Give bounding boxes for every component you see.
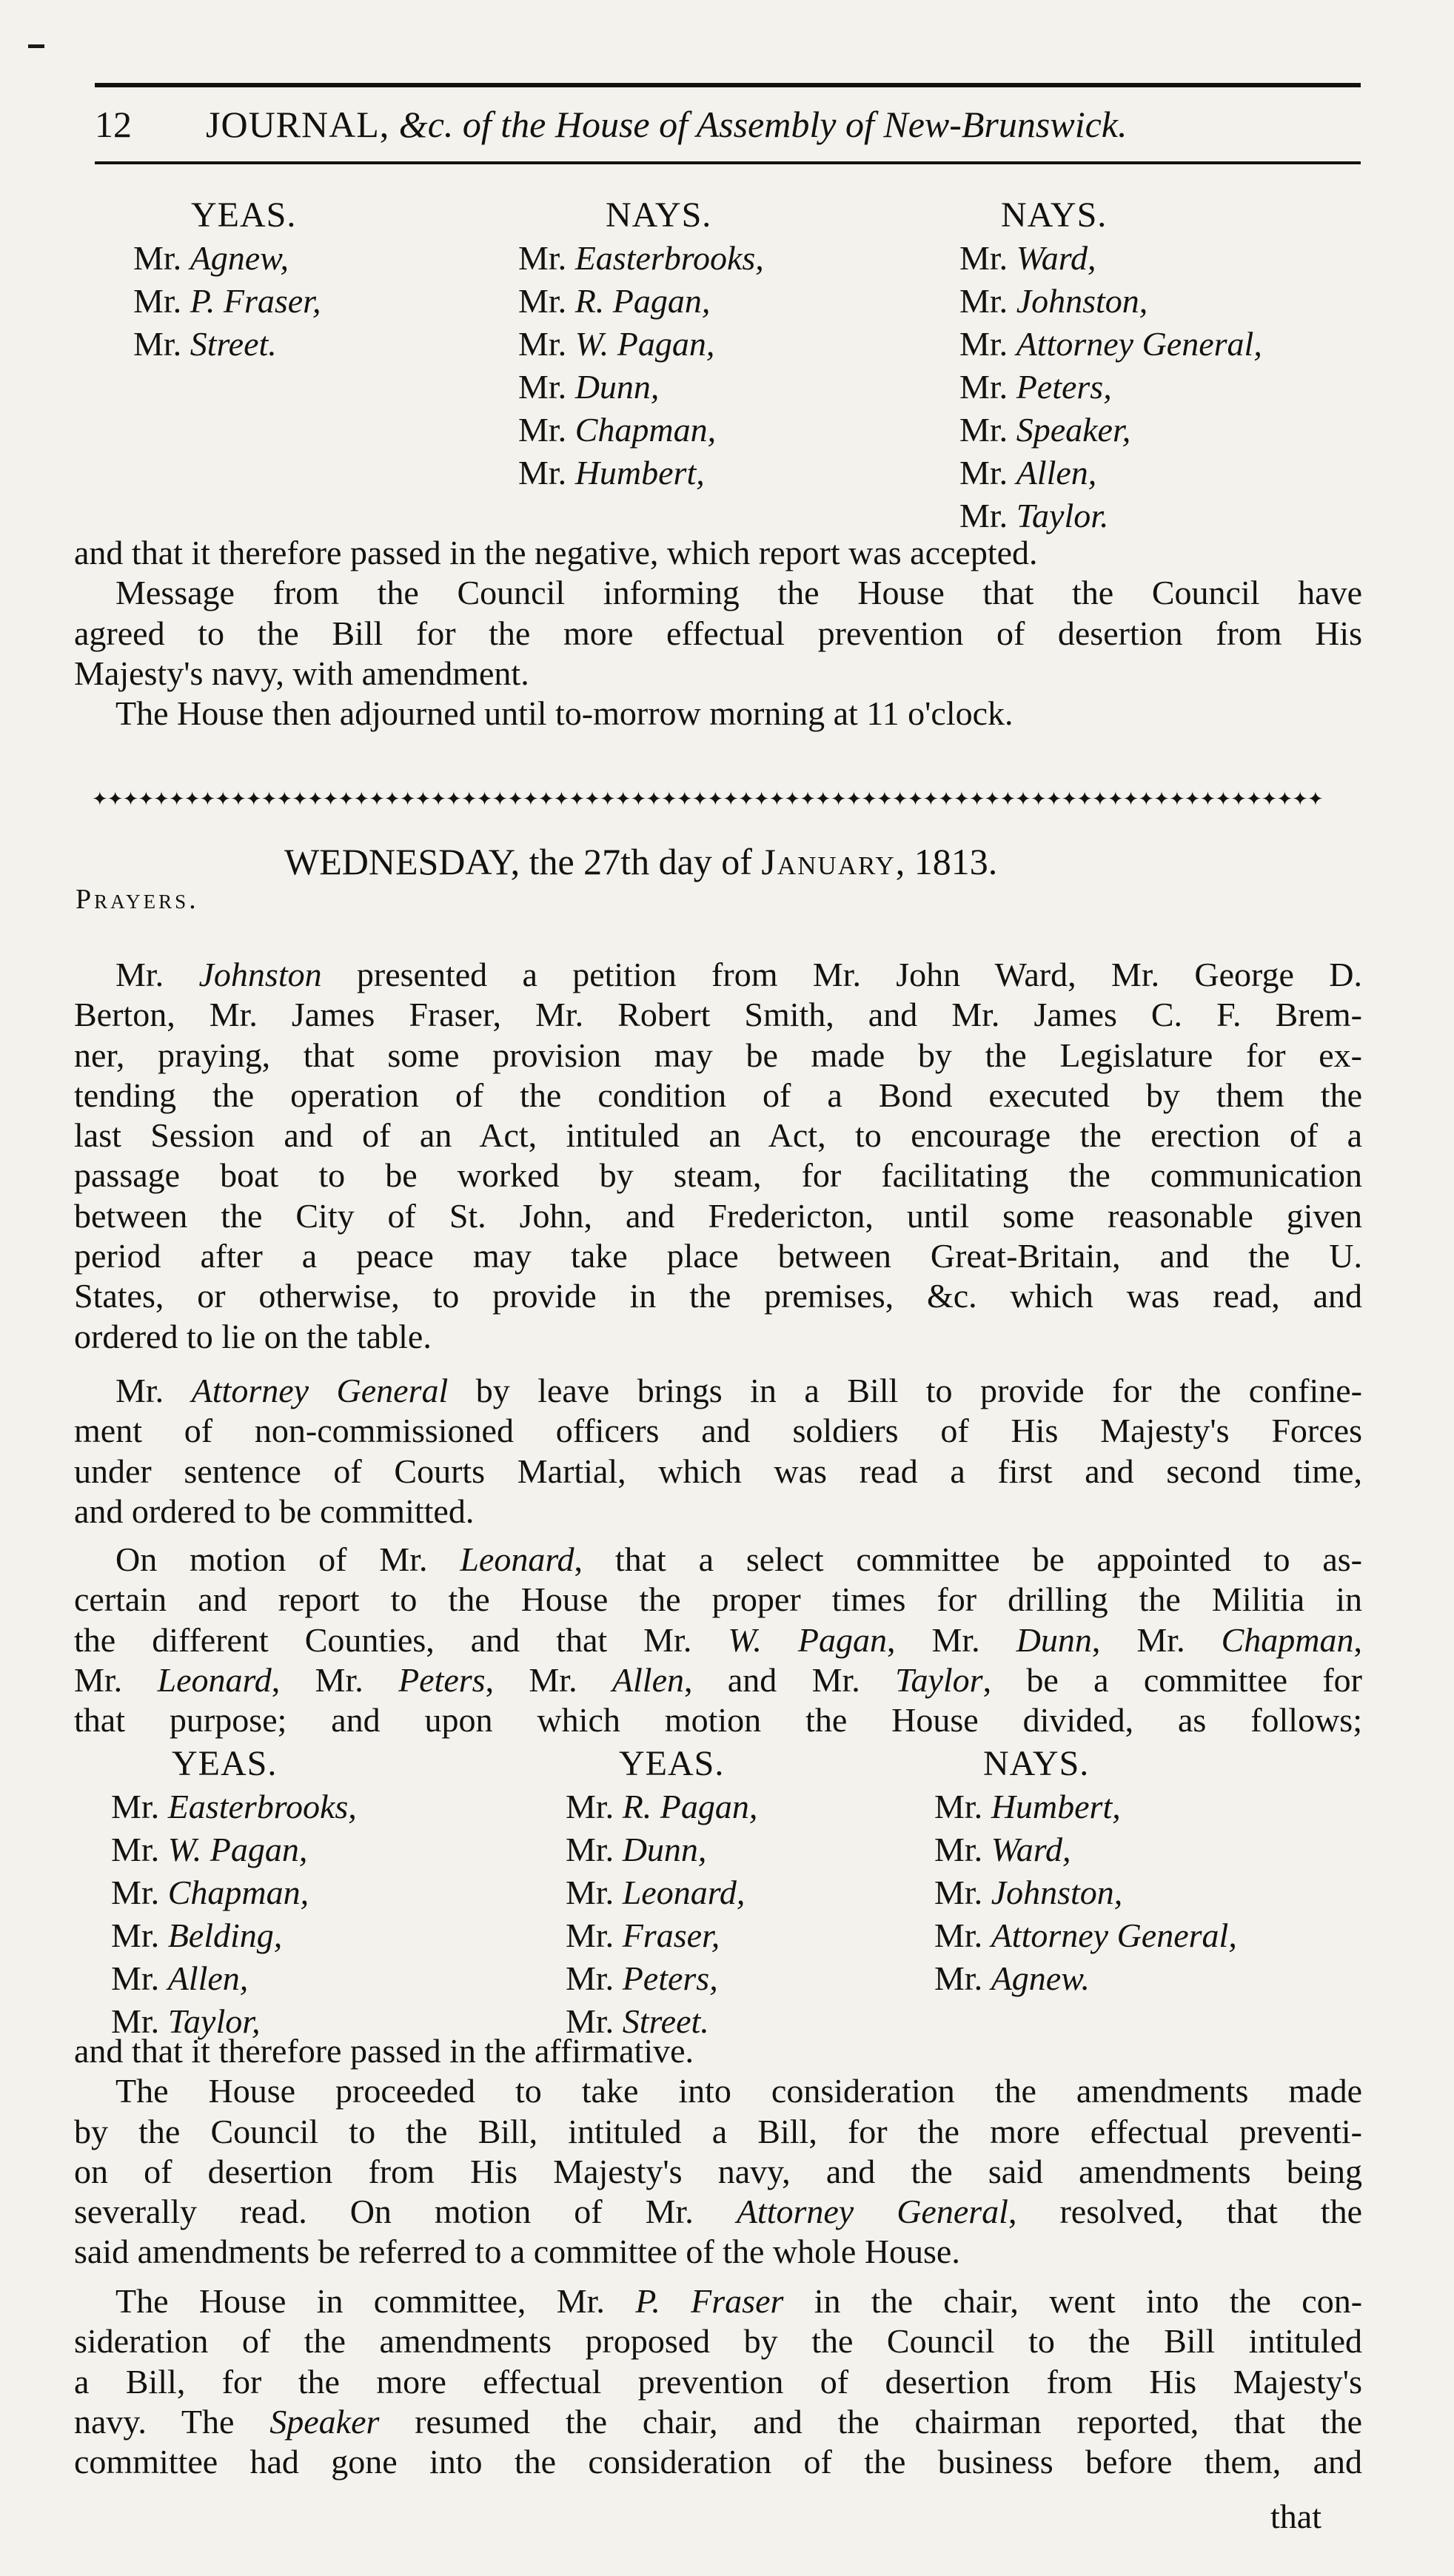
mr-prefix: Mr. (566, 1874, 623, 1911)
text-line: Berton, Mr. James Fraser, Mr. Robert Smith, and Mr. James C. F. Brem- (74, 996, 1362, 1034)
member-name (934, 1871, 1237, 1914)
yeas-names-b (566, 1785, 757, 2043)
member-name (566, 1871, 757, 1914)
mr-prefix: Mr. (959, 454, 1016, 492)
member-name (133, 237, 321, 280)
member-surname: R. Pagan, (574, 282, 711, 320)
paragraph-committee (74, 2281, 1362, 2482)
journal-title: JOURNAL, (206, 104, 390, 145)
mr-prefix: Mr. (566, 1916, 623, 1954)
text-line: and that it therefore passed in the affirmative. (74, 2032, 694, 2070)
member-surname: Agnew, (190, 239, 289, 277)
member-name (959, 409, 1262, 452)
text-line: by the Council to the Bill, intituled a Bill, for the more effectual preventi- (74, 2112, 1362, 2150)
member-name (959, 452, 1262, 494)
mr-prefix: Mr. (959, 411, 1016, 449)
mr-prefix: Mr. (959, 497, 1016, 534)
member-surname: Easterbrooks, (167, 1788, 357, 1825)
member-surname: Easterbrooks, (574, 239, 764, 277)
member-surname: Chapman, (167, 1874, 309, 1911)
member-name (111, 1785, 357, 1828)
nays-names-2 (959, 237, 1262, 537)
catchword: that (1270, 2498, 1321, 2535)
text-line: committee had gone into the consideration of the business before them, and (74, 2443, 1362, 2481)
member-surname: Street. (622, 2002, 709, 2040)
member-name (111, 1957, 357, 2000)
text-line: navy. The Speaker resumed the chair, and the chairman reported, that the (74, 2402, 1362, 2441)
text-line: period after a peace may take place between Great-Britain, and the U. (74, 1237, 1362, 1275)
member-name (959, 237, 1262, 280)
text-line: Mr. Attorney General by leave brings in a Bill to provide for the confine- (115, 1372, 1363, 1409)
nays-column (983, 1743, 1089, 1785)
text-line: that purpose; and upon which motion the House divided, as follows; (74, 1701, 1362, 1740)
yeas-heading-a: YEAS. (172, 1744, 278, 1783)
member-name (518, 323, 764, 366)
member-surname: Taylor. (1016, 497, 1109, 534)
mr-prefix: Mr. (959, 239, 1016, 277)
text-line: Majesty's navy, with amendment. (74, 654, 529, 692)
mr-prefix: Mr. (566, 1959, 623, 1997)
running-header (95, 95, 1368, 154)
text-line: The House then adjourned until to-morrow morning at 11 o'clock. (115, 694, 1014, 733)
mr-prefix: Mr. (959, 282, 1016, 320)
member-surname: Agnew. (991, 1959, 1090, 1997)
text-line: between the City of St. John, and Fredericton, until some reasonable given (74, 1196, 1362, 1235)
header-rule-top (95, 83, 1361, 87)
member-surname: Speaker, (1016, 411, 1131, 449)
member-surname: Peters, (1016, 368, 1112, 406)
member-name (934, 1914, 1237, 1957)
text-line: ment of non-commissioned officers and soldiers of His Majesty's Forces (74, 1412, 1362, 1450)
mr-prefix: Mr. (566, 1831, 623, 1868)
member-surname: Ward, (1016, 239, 1096, 277)
header-rule-bottom (95, 161, 1361, 164)
member-name (934, 1828, 1237, 1871)
text-line: ordered to lie on the table. (74, 1317, 432, 1355)
text-line: Mr. Johnston presented a petition from Mr. John Ward, Mr. George D. (115, 956, 1362, 993)
text-line: States, or otherwise, to provide in the premises, &c. which was read, and (74, 1277, 1362, 1315)
mr-prefix: Mr. (566, 1788, 623, 1825)
member-name (518, 409, 764, 452)
mr-prefix: Mr. (934, 1916, 991, 1954)
paragraph-affirmative (74, 2031, 1362, 2273)
text-line: Mr. Leonard, Mr. Peters, Mr. Allen, and Mr. Taylor, be a committee for (74, 1660, 1362, 1699)
prayers-label: Prayers. (76, 884, 199, 915)
mr-prefix: Mr. (133, 282, 190, 320)
member-surname: Allen, (167, 1959, 249, 1997)
member-surname: Dunn, (574, 368, 660, 406)
text-line: the different Counties, and that Mr. W. Pagan, Mr. Dunn, Mr. Chapman, (74, 1620, 1362, 1659)
member-surname: R. Pagan, (622, 1788, 758, 1825)
text-line: on of desertion from His Majesty's navy, and the said amendments being (74, 2152, 1362, 2190)
member-name (111, 1828, 357, 1871)
member-surname: Fraser, (622, 1916, 720, 1954)
mr-prefix: Mr. (518, 325, 575, 363)
member-surname: Ward, (991, 1831, 1071, 1868)
member-surname: Chapman, (574, 411, 717, 449)
yeas-names (133, 237, 321, 366)
text-line: and ordered to be committed. (74, 1492, 475, 1530)
nays-names (934, 1785, 1237, 2000)
member-name (566, 1785, 757, 1828)
member-name (959, 494, 1262, 537)
member-surname: Allen, (1016, 454, 1097, 492)
member-surname: W. Pagan, (574, 325, 715, 363)
mr-prefix: Mr. (934, 1959, 991, 1997)
member-name (934, 1957, 1237, 2000)
mr-prefix: Mr. (518, 282, 575, 320)
mr-prefix: Mr. (133, 239, 190, 277)
journal-title-rest: &c. of the House of Assembly of New-Brunswick. (389, 104, 1128, 145)
mr-prefix: Mr. (111, 1874, 168, 1911)
member-name (111, 1871, 357, 1914)
text-line: On motion of Mr. Leonard, that a select committee be appointed to as- (115, 1540, 1362, 1578)
member-name (518, 280, 764, 323)
paragraph-petition (74, 955, 1362, 1357)
member-surname: Dunn, (622, 1831, 707, 1868)
text-line: sideration of the amendments proposed by the Council to the Bill intituled (74, 2322, 1362, 2361)
text-line: The House in committee, Mr. P. Fraser in the chair, went into the con- (115, 2282, 1363, 2320)
text-line: agreed to the Bill for the more effectual prevention of desertion from His (74, 614, 1362, 652)
member-name (518, 366, 764, 409)
member-name (133, 323, 321, 366)
member-surname: Johnston, (1016, 282, 1148, 320)
member-name (959, 280, 1262, 323)
yeas-heading: YEAS. (191, 195, 297, 235)
mr-prefix: Mr. (111, 2002, 168, 2040)
member-name (566, 1828, 757, 1871)
member-surname: Belding, (167, 1916, 283, 1954)
text-line: tending the operation of the condition of a Bond executed by them the (74, 1076, 1362, 1114)
mr-prefix: Mr. (133, 325, 190, 363)
ornamental-divider: ✦✦✦✦✦✦✦✦✦✦✦✦✦✦✦✦✦✦✦✦✦✦✦✦✦✦✦✦✦✦✦✦✦✦✦✦✦✦✦✦✦✦✦✦✦✦✦✦✦✦✦✦✦✦✦✦✦✦✦✦✦✦✦✦✦✦✦✦✦✦✦✦✦✦✦✦✦✦✦✦ (92, 791, 1323, 808)
text-line: last Session and of an Act, intituled an Act, to encourage the erection of a (74, 1116, 1362, 1155)
text-line: severally read. On motion of Mr. Attorney General, resolved, that the (74, 2193, 1362, 2231)
member-surname: Peters, (622, 1959, 718, 1997)
member-surname: Taylor, (167, 2002, 261, 2040)
member-surname: Attorney General, (991, 1916, 1237, 1954)
member-name (566, 1957, 757, 2000)
mr-prefix: Mr. (111, 1831, 168, 1868)
day-heading (284, 838, 997, 885)
mr-prefix: Mr. (934, 1831, 991, 1868)
member-name (518, 452, 764, 494)
page-number: 12 (95, 104, 132, 145)
member-surname: W. Pagan, (167, 1831, 308, 1868)
yeas-names-a (111, 1785, 357, 2043)
mr-prefix: Mr. (959, 325, 1016, 363)
text-line: Message from the Council informing the House that the Council have (115, 574, 1362, 612)
nays-heading: NAYS. (983, 1744, 1090, 1783)
member-surname: P. Fraser, (190, 282, 321, 320)
paragraph-motion (74, 1540, 1362, 1740)
mr-prefix: Mr. (518, 454, 575, 492)
paragraph-attorney-bill (74, 1371, 1362, 1532)
mr-prefix: Mr. (518, 239, 575, 277)
text-line: under sentence of Courts Martial, which was read a first and second time, (74, 1452, 1362, 1490)
mr-prefix: Mr. (111, 1916, 168, 1954)
mr-prefix: Mr. (518, 411, 575, 449)
yeas-column (191, 194, 296, 237)
mr-prefix: Mr. (934, 1874, 991, 1911)
text-line: passage boat to be worked by steam, for facilitating the communication (74, 1156, 1362, 1195)
text-line: certain and report to the House the proper times for drilling the Militia in (74, 1580, 1362, 1619)
nays-column-2 (1001, 194, 1107, 237)
day-heading-pre: WEDNESDAY, the 27th day of (284, 841, 762, 882)
mr-prefix: Mr. (566, 2002, 623, 2040)
day-heading-year: , 1813. (895, 841, 998, 882)
member-surname: Leonard, (622, 1874, 746, 1911)
text-line: The House proceeded to take into consideration the amendments made (115, 2072, 1362, 2110)
member-name (959, 323, 1262, 366)
day-heading-month: January (761, 841, 896, 882)
mr-prefix: Mr. (111, 1959, 168, 1997)
nays-names-1 (518, 237, 764, 494)
nays-heading-2: NAYS. (1001, 195, 1108, 235)
member-name (566, 1914, 757, 1957)
yeas-column-b (619, 1743, 724, 1785)
margin-mark (28, 44, 44, 48)
member-name (133, 280, 321, 323)
mr-prefix: Mr. (518, 368, 575, 406)
mr-prefix: Mr. (111, 1788, 168, 1825)
yeas-heading-b: YEAS. (619, 1744, 725, 1783)
text-line: and that it therefore passed in the negative, which report was accepted. (74, 534, 1038, 571)
member-surname: Street. (190, 325, 277, 363)
member-name (518, 237, 764, 280)
mr-prefix: Mr. (934, 1788, 991, 1825)
member-surname: Humbert, (991, 1788, 1121, 1825)
member-surname: Humbert, (574, 454, 705, 492)
member-name (934, 1785, 1237, 1828)
text-line: said amendments be referred to a committee of the whole House. (74, 2233, 960, 2271)
nays-column-1 (606, 194, 711, 237)
nays-heading-1: NAYS. (606, 195, 712, 235)
member-surname: Attorney General, (1016, 325, 1262, 363)
text-line: ner, praying, that some provision may be made by the Legislature for ex- (74, 1036, 1362, 1074)
member-name (111, 1914, 357, 1957)
yeas-column-a (172, 1743, 277, 1785)
text-line: a Bill, for the more effectual prevention of desertion from His Majesty's (74, 2362, 1362, 2401)
member-surname: Johnston, (991, 1874, 1123, 1911)
paragraph-negative (74, 533, 1362, 734)
member-name (959, 366, 1262, 409)
mr-prefix: Mr. (959, 368, 1016, 406)
